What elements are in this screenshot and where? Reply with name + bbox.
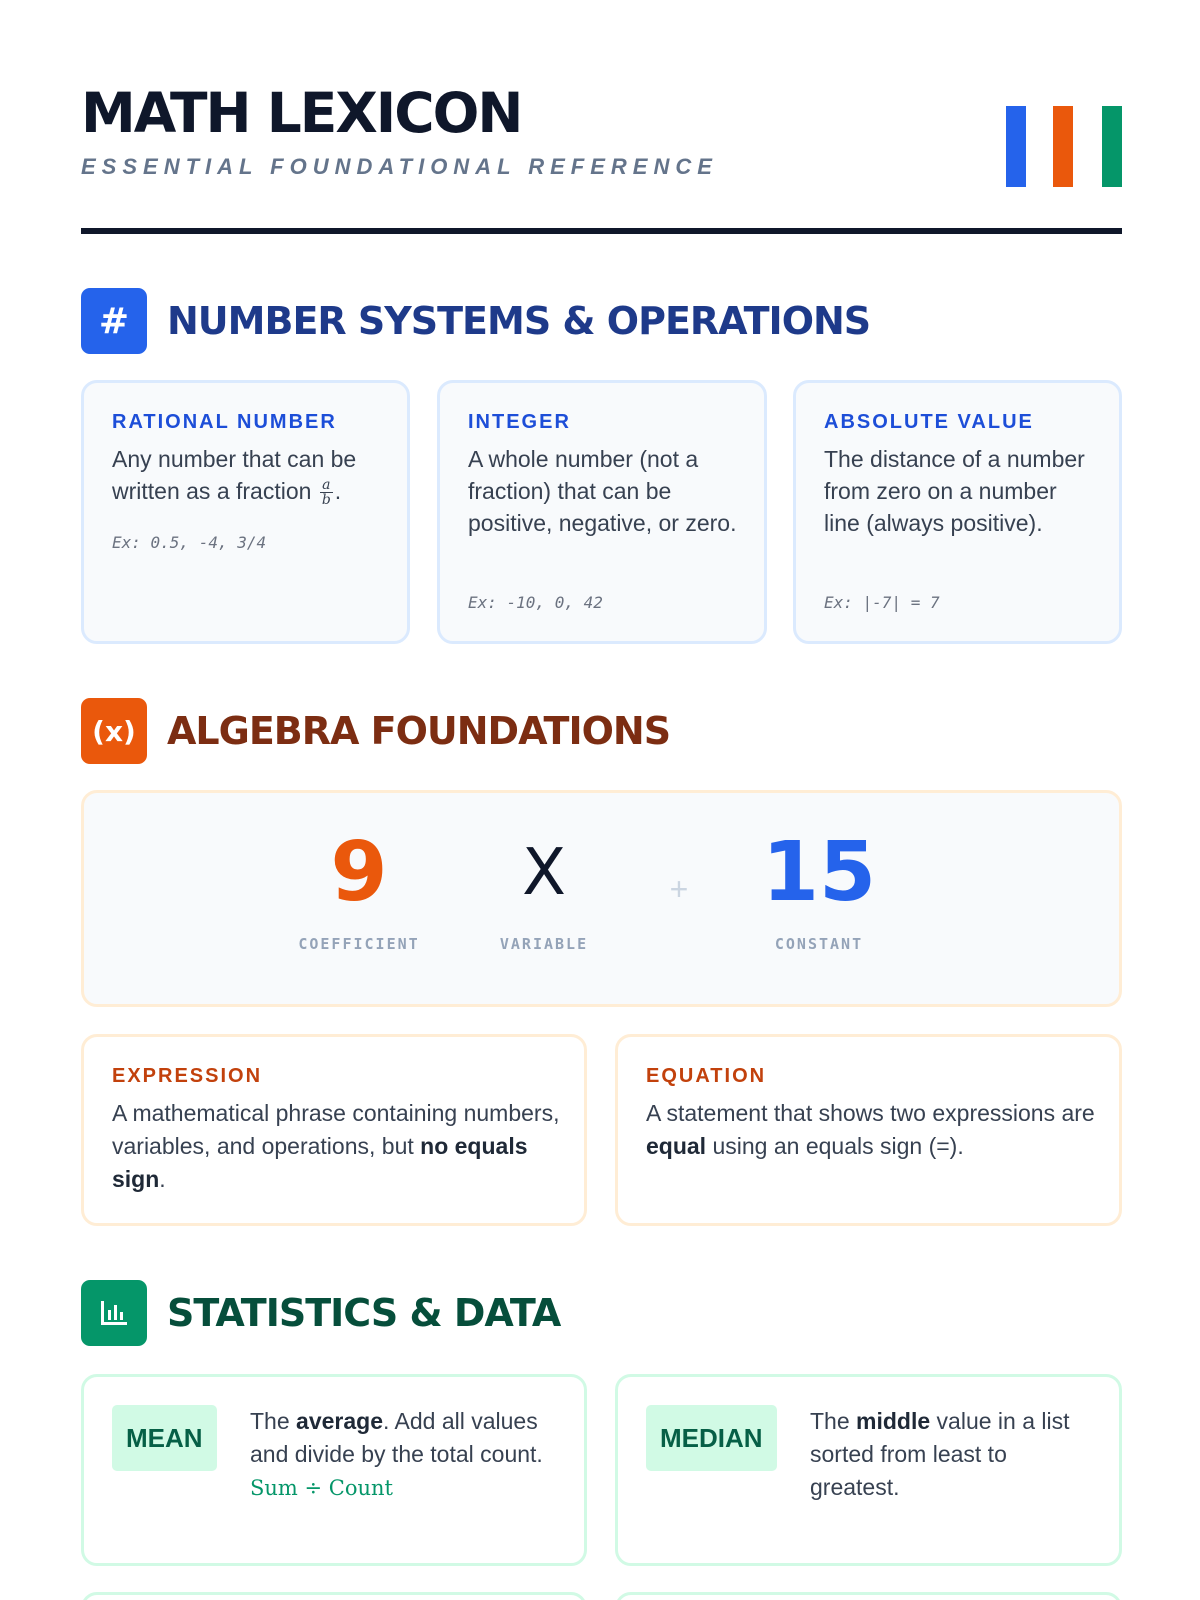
section-title: NUMBER SYSTEMS & OPERATIONS <box>167 299 871 343</box>
term-definition <box>112 443 392 507</box>
page-subtitle: ESSENTIAL FOUNDATIONAL REFERENCE <box>81 154 718 179</box>
card-integer <box>437 380 767 644</box>
fraction-numerator: a <box>320 478 333 493</box>
page-title: MATH LEXICON <box>81 81 522 145</box>
definition-bold: no equals sign <box>112 1133 528 1192</box>
constant-value: 15 <box>761 825 877 920</box>
card-median <box>615 1374 1122 1566</box>
variable-label: VARIABLE <box>499 935 589 953</box>
definition-text: A mathematical phrase containing numbers, variables, and operations, but <box>112 1100 560 1159</box>
coefficient-value: 9 <box>330 825 388 920</box>
coefficient-label: COEFFICIENT <box>298 935 420 953</box>
term-example: Ex: -10, 0, 42 <box>468 593 603 612</box>
page <box>81 0 1122 1600</box>
bar-chart-icon <box>81 1280 147 1346</box>
card-rational-number <box>81 380 410 644</box>
equation-diagram <box>81 790 1122 1007</box>
header <box>81 82 1122 234</box>
term-definition <box>112 1097 562 1196</box>
definition-bold: equal <box>646 1133 707 1159</box>
variable-part <box>484 833 604 953</box>
green-bar <box>1102 106 1122 187</box>
section-title: ALGEBRA FOUNDATIONS <box>167 709 671 753</box>
variable-icon: (x) <box>81 698 147 764</box>
card-mean <box>81 1374 587 1566</box>
constant-part <box>744 825 894 953</box>
color-bars-logo <box>1006 106 1122 187</box>
constant-label: CONSTANT <box>774 935 864 953</box>
card-absolute-value <box>793 380 1122 644</box>
term-definition <box>810 1405 1100 1504</box>
card-partial <box>615 1592 1122 1600</box>
orange-bar <box>1053 106 1073 187</box>
term-definition: The distance of a number from zero on a number line (always positive). <box>824 446 1085 536</box>
mean-badge: MEAN <box>112 1405 217 1471</box>
blue-bar <box>1006 106 1026 187</box>
term-label: INTEGER <box>468 411 571 433</box>
term-label: EXPRESSION <box>112 1065 263 1087</box>
term-example: Ex: 0.5, -4, 3/4 <box>112 533 267 552</box>
mean-formula: Sum ÷ Count <box>250 1476 393 1500</box>
definition-text: The <box>250 1408 297 1434</box>
card-equation <box>615 1034 1122 1226</box>
definition-bold: average <box>296 1408 383 1434</box>
card-expression <box>81 1034 587 1226</box>
term-definition: A whole number (not a fraction) that can be positive, negative, or zero. <box>468 446 737 536</box>
operator-part <box>654 849 704 929</box>
fraction-denominator: b <box>321 492 331 509</box>
definition-end: value in a list sorted from least to greatest. <box>810 1408 1070 1500</box>
section-statistics <box>81 1280 1122 1346</box>
definition-text: The <box>810 1408 857 1434</box>
fraction <box>320 478 333 507</box>
hash-icon: # <box>81 288 147 354</box>
term-definition <box>250 1405 570 1505</box>
median-badge: MEDIAN <box>646 1405 777 1471</box>
definition-end: . <box>334 478 342 504</box>
definition-end: using an equals sign (=). <box>706 1133 964 1159</box>
card-partial <box>81 1592 587 1600</box>
term-example: Ex: |-7| = 7 <box>824 593 940 612</box>
term-label: RATIONAL NUMBER <box>112 411 337 433</box>
term-label: ABSOLUTE VALUE <box>824 411 1034 433</box>
definition-end: . Add all values and divide by the total count. <box>250 1408 543 1467</box>
bar-chart-glyph <box>97 1296 131 1330</box>
section-algebra <box>81 698 1122 764</box>
term-label: EQUATION <box>646 1065 767 1087</box>
definition-text: A statement that shows two expressions are <box>646 1100 1095 1126</box>
section-number-systems <box>81 288 1122 354</box>
definition-text: Any number that can be written as a fraction <box>112 446 357 504</box>
definition-end: . <box>159 1166 166 1192</box>
term-definition <box>646 1097 1106 1163</box>
coefficient-part <box>284 825 434 953</box>
definition-bold: middle <box>856 1408 931 1434</box>
plus-operator: + <box>669 871 689 907</box>
variable-value: X <box>522 836 566 910</box>
section-title: STATISTICS & DATA <box>167 1291 561 1335</box>
